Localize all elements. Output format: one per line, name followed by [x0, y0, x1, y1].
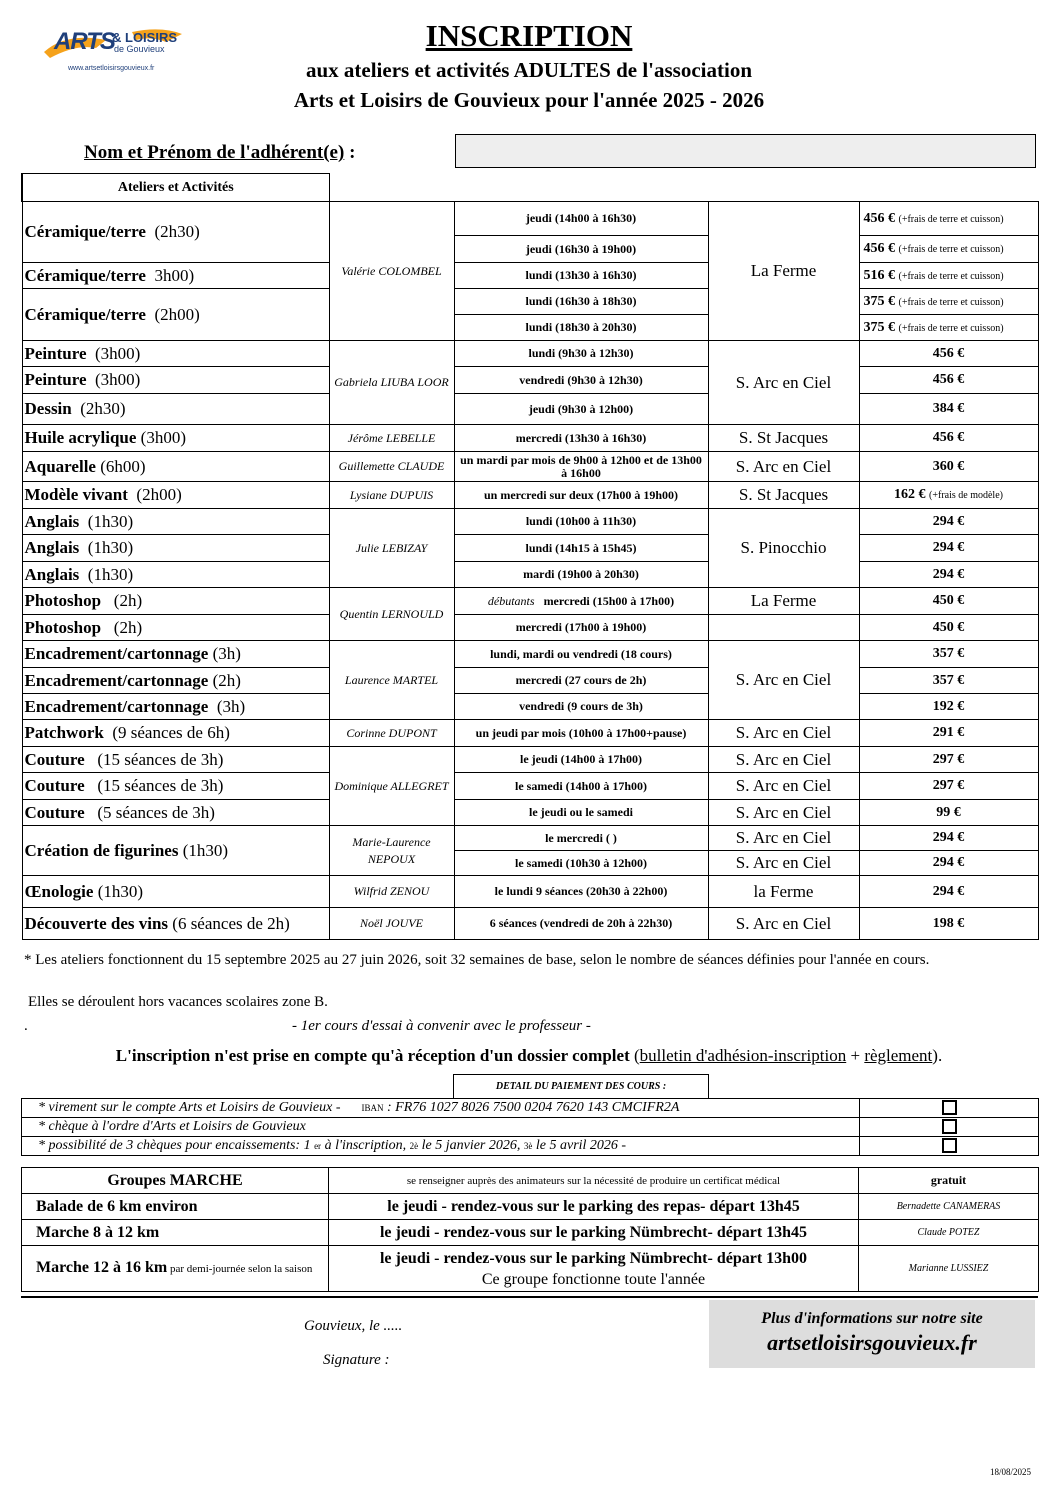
transfer-checkbox[interactable]: [860, 1099, 1039, 1118]
medical-certificate-note: se renseigner auprès des animateurs sur la nécessité de produire un certificat médical: [329, 1168, 859, 1194]
schedule-cell: vendredi (9h30 à 12h30): [454, 367, 708, 394]
activity-cell: Anglais (1h30): [22, 509, 329, 535]
walking-groups-table: [21, 1167, 1039, 1292]
walk-description: le jeudi - rendez-vous sur le parking des repas- départ 13h45: [329, 1194, 859, 1220]
schedule-cell: lundi (18h30 à 20h30): [454, 315, 708, 341]
schedule-cell: 6 séances (vendredi de 20h à 22h30): [454, 908, 708, 940]
activity-cell: Création de figurines (1h30): [22, 826, 329, 876]
activity-cell: Modèle vivant (2h00): [22, 482, 329, 509]
price-cell: 198 €: [859, 908, 1038, 940]
checkbox-icon[interactable]: [942, 1100, 957, 1115]
price-cell: 294 €: [859, 876, 1038, 908]
activity-cell: Couture (15 séances de 3h): [22, 773, 329, 800]
activity-cell: Photoshop (2h): [22, 615, 329, 641]
price-cell: 450 €: [859, 615, 1038, 641]
location-cell: La Ferme: [708, 202, 859, 341]
walk-name: Marche 12 à 16 km par demi-journée selon la saison: [22, 1246, 329, 1292]
activity-cell: Peinture (3h00): [22, 367, 329, 394]
free-label: gratuit: [859, 1168, 1039, 1194]
logo-arts-text: ARTS: [54, 28, 115, 55]
price-cell: 294 €: [859, 562, 1038, 588]
schedule-cell: mercredi (17h00 à 19h00): [454, 615, 708, 641]
website-link[interactable]: artsetloisirsgouvieux.fr: [767, 1330, 977, 1355]
divider: [21, 1296, 1038, 1298]
activity-cell: Huile acrylique (3h00): [22, 425, 329, 452]
price-cell: 294 €: [859, 826, 1038, 851]
logo-loisirs-text: & LOISIRS: [112, 30, 178, 45]
activity-cell: Anglais (1h30): [22, 535, 329, 562]
schedule-cell: mercredi (27 cours de 2h): [454, 668, 708, 694]
activities-table: [21, 173, 1039, 940]
price-cell: 192 €: [859, 694, 1038, 720]
schedule-cell: le jeudi (14h00 à 17h00): [454, 747, 708, 773]
walking-header: Groupes MARCHE: [22, 1168, 329, 1194]
payment-cheque-row: * chèque à l'ordre d'Arts et Loisirs de Gouvieux: [22, 1118, 860, 1137]
three-cheques-checkbox[interactable]: [860, 1137, 1039, 1156]
schedule-cell: un mardi par mois de 9h00 à 12h00 et de 13h00 à 16h00: [454, 452, 708, 482]
price-cell: 375 € (+frais de terre et cuisson): [859, 289, 1038, 315]
price-cell: 357 €: [859, 641, 1038, 668]
teacher-cell: Marie-Laurence NEPOUX: [329, 826, 454, 876]
checkbox-icon[interactable]: [942, 1138, 957, 1153]
teacher-cell: Quentin LERNOULD: [329, 588, 454, 641]
price-cell: 456 €: [859, 341, 1038, 367]
payment-three-cheques-row: * possibilité de 3 chèques pour encaissements: 1 er à l'inscription, 2è le 5 janvier 2026, 3è le 5 avril 2026 -: [22, 1137, 860, 1156]
activity-cell: Encadrement/cartonnage (2h): [22, 668, 329, 694]
activity-cell: Encadrement/cartonnage (3h): [22, 694, 329, 720]
schedule-cell: mardi (19h00 à 20h30): [454, 562, 708, 588]
price-cell: 357 €: [859, 668, 1038, 694]
price-cell: 294 €: [859, 509, 1038, 535]
teacher-cell: Wilfrid ZENOU: [329, 876, 454, 908]
schedule-cell: lundi (10h00 à 11h30): [454, 509, 708, 535]
price-cell: 297 €: [859, 773, 1038, 800]
schedule-cell: lundi (14h15 à 15h45): [454, 535, 708, 562]
price-cell: 99 €: [859, 800, 1038, 826]
more-info-text: Plus d'informations sur notre site: [761, 1310, 983, 1327]
price-cell: 516 € (+frais de terre et cuisson): [859, 263, 1038, 289]
location-cell: S. Arc en Ciel: [708, 826, 859, 851]
location-cell: S. Arc en Ciel: [708, 747, 859, 773]
walk-name: Balade de 6 km environ: [22, 1194, 329, 1220]
walk-leader: Claude POTEZ: [859, 1220, 1039, 1246]
schedule-cell: jeudi (9h30 à 12h00): [454, 394, 708, 425]
location-cell: S. Arc en Ciel: [708, 720, 859, 747]
location-cell: S. Arc en Ciel: [708, 908, 859, 940]
price-cell: 297 €: [859, 747, 1038, 773]
location-cell: S. Arc en Ciel: [708, 341, 859, 425]
price-cell: 450 €: [859, 588, 1038, 615]
price-cell: 384 €: [859, 394, 1038, 425]
payment-detail-header: DETAIL DU PAIEMENT DES COURS :: [453, 1074, 709, 1098]
activity-cell: Anglais (1h30): [22, 562, 329, 588]
location-cell: S. Arc en Ciel: [708, 641, 859, 720]
price-cell: 360 €: [859, 452, 1038, 482]
teacher-cell: Valérie COLOMBEL: [329, 202, 454, 341]
document-date: 18/08/2025: [990, 1467, 1032, 1477]
activity-cell: Céramique/terre (2h00): [22, 289, 329, 341]
price-cell: 294 €: [859, 851, 1038, 876]
activity-cell: Aquarelle (6h00): [22, 452, 329, 482]
place-date-line: Gouvieux, le .....: [304, 1318, 403, 1334]
payment-transfer-row: * virement sur le compte Arts et Loisirs de Gouvieux - IBAN : FR76 1027 8026 7500 0204 7620 143 CMCIFR2A: [22, 1099, 860, 1118]
activity-cell: Dessin (2h30): [22, 394, 329, 425]
location-cell: S. Arc en Ciel: [708, 773, 859, 800]
website-info-box: [709, 1300, 1035, 1368]
teacher-cell: Jérôme LEBELLE: [329, 425, 454, 452]
schedule-cell: lundi, mardi ou vendredi (18 cours): [454, 641, 708, 668]
activity-cell: Céramique/terre (2h30): [22, 202, 329, 263]
trial-note-text: - 1er cours d'essai à convenir avec le professeur -: [292, 1018, 591, 1034]
page-subtitle-1: aux ateliers et activités ADULTES de l'association: [305, 58, 753, 82]
walk-description: le jeudi - rendez-vous sur le parking Nümbrecht- départ 13h00 Ce groupe fonctionne toute l'année: [329, 1246, 859, 1292]
page-title: INSCRIPTION: [425, 18, 633, 53]
logo-gouvieux-text: de Gouvieux: [114, 44, 165, 54]
location-cell: S. Arc en Ciel: [708, 800, 859, 826]
schedule-cell: débutants mercredi (15h00 à 17h00): [454, 588, 708, 615]
walk-name: Marche 8 à 12 km: [22, 1220, 329, 1246]
price-cell: 291 €: [859, 720, 1038, 747]
schedule-cell: le samedi (14h00 à 17h00): [454, 773, 708, 800]
teacher-cell: Lysiane DUPUIS: [329, 482, 454, 509]
location-cell: S. St Jacques: [708, 425, 859, 452]
holidays-note: Elles se déroulent hors vacances scolaires zone B.: [28, 994, 328, 1010]
price-cell: 456 € (+frais de terre et cuisson): [859, 236, 1038, 263]
name-label-text: Nom et Prénom de l'adhérent(e): [84, 142, 345, 163]
signature-line: Signature :: [323, 1352, 390, 1368]
cheque-checkbox[interactable]: [860, 1118, 1039, 1137]
name-input-field[interactable]: [455, 134, 1036, 168]
price-cell: 375 € (+frais de terre et cuisson): [859, 315, 1038, 341]
name-label: [84, 142, 355, 164]
activities-header: Ateliers et Activités: [22, 174, 329, 202]
schedule-cell: un jeudi par mois (10h00 à 17h00+pause): [454, 720, 708, 747]
checkbox-icon[interactable]: [942, 1119, 957, 1134]
schedule-cell: lundi (16h30 à 18h30): [454, 289, 708, 315]
logo-url-text: www.artsetloisirsgouvieux.fr: [68, 65, 155, 72]
schedule-cell: vendredi (9 cours de 3h): [454, 694, 708, 720]
location-cell: La Ferme: [708, 588, 859, 615]
teacher-cell: Julie LEBIZAY: [329, 509, 454, 588]
activity-cell: Couture (5 séances de 3h): [22, 800, 329, 826]
price-cell: 456 €: [859, 425, 1038, 452]
schedule-cell: le lundi 9 séances (20h30 à 22h00): [454, 876, 708, 908]
trial-note-dot: .: [24, 1018, 28, 1034]
schedule-cell: un mercredi sur deux (17h00 à 19h00): [454, 482, 708, 509]
location-cell: S. Arc en Ciel: [708, 452, 859, 482]
walk-description: le jeudi - rendez-vous sur le parking Nümbrecht- départ 13h45: [329, 1220, 859, 1246]
location-cell: S. Pinocchio: [708, 509, 859, 588]
teacher-cell: Corinne DUPONT: [329, 720, 454, 747]
walk-leader: Marianne LUSSIEZ: [859, 1246, 1039, 1292]
schedule-cell: le jeudi ou le samedi: [454, 800, 708, 826]
activity-cell: Céramique/terre 3h00): [22, 263, 329, 289]
schedule-cell: jeudi (14h00 à 16h30): [454, 202, 708, 236]
walk-leader: Bernadette CANAMERAS: [859, 1194, 1039, 1220]
schedule-cell: le mercredi ( ): [454, 826, 708, 851]
activity-cell: Encadrement/cartonnage (3h): [22, 641, 329, 668]
schedule-cell: mercredi (13h30 à 16h30): [454, 425, 708, 452]
activity-cell: Couture (15 séances de 3h): [22, 747, 329, 773]
price-cell: 456 € (+frais de terre et cuisson): [859, 202, 1038, 236]
teacher-cell: Guillemette CLAUDE: [329, 452, 454, 482]
activity-cell: Peinture (3h00): [22, 341, 329, 367]
schedule-cell: lundi (9h30 à 12h30): [454, 341, 708, 367]
price-cell: 294 €: [859, 535, 1038, 562]
page-subtitle-2: Arts et Loisirs de Gouvieux pour l'année 2025 - 2026: [293, 88, 765, 112]
teacher-cell: Laurence MARTEL: [329, 641, 454, 720]
schedule-cell: lundi (13h30 à 16h30): [454, 263, 708, 289]
location-cell: S. Arc en Ciel: [708, 851, 859, 876]
location-cell: la Ferme: [708, 876, 859, 908]
schedule-cell: le samedi (10h30 à 12h00): [454, 851, 708, 876]
activity-cell: Photoshop (2h): [22, 588, 329, 615]
price-cell: 456 €: [859, 367, 1038, 394]
location-cell: S. St Jacques: [708, 482, 859, 509]
teacher-cell: Dominique ALLEGRET: [329, 747, 454, 826]
teacher-cell: Noël JOUVE: [329, 908, 454, 940]
schedule-cell: jeudi (16h30 à 19h00): [454, 236, 708, 263]
activity-cell: Patchwork (9 séances de 6h): [22, 720, 329, 747]
activity-cell: Œnologie (1h30): [22, 876, 329, 908]
teacher-cell: Gabriela LIUBA LOOR: [329, 341, 454, 425]
name-label-colon: :: [344, 142, 356, 163]
registration-notice: L'inscription n'est prise en compte qu'à réception d'un dossier complet (bulletin d'adhésion-inscription + règlement).: [115, 1046, 943, 1065]
price-cell: 162 € (+frais de modèle): [859, 482, 1038, 509]
payment-table: [21, 1098, 1039, 1156]
schedule-note: * Les ateliers fonctionnent du 15 septembre 2025 au 27 juin 2026, soit 32 semaines de base, selon le nombre de séances définies pour l'année en cours.: [24, 952, 930, 968]
activity-cell: Découverte des vins (6 séances de 2h): [22, 908, 329, 940]
